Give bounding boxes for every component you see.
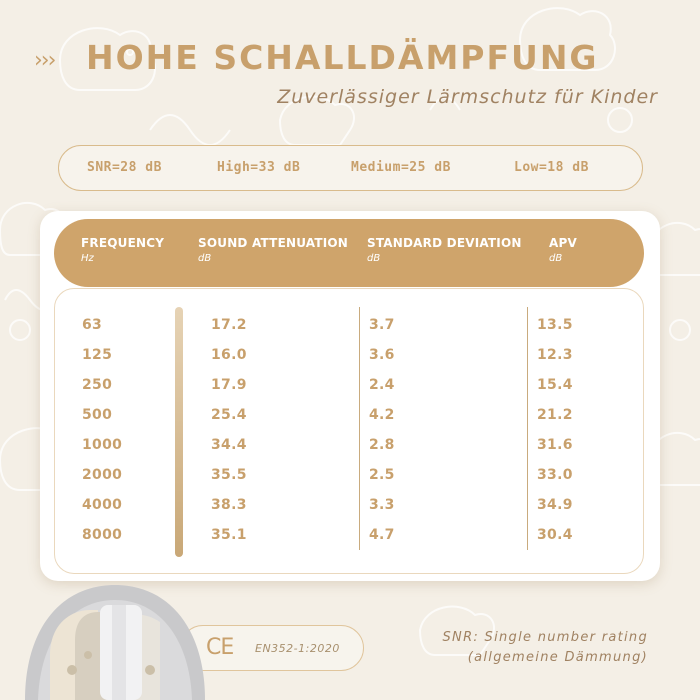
std-dev-cell: 2.4 <box>369 377 395 393</box>
frequency-cell: 4000 <box>82 497 123 513</box>
attenuation-cell: 35.1 <box>211 527 247 543</box>
apv-cell: 34.9 <box>537 497 573 513</box>
column-header-apv <box>549 236 577 264</box>
column-unit: dB <box>367 253 381 264</box>
attenuation-cell: 25.4 <box>211 407 247 423</box>
frequency-cell: 8000 <box>82 527 123 543</box>
chevrons-icon: ››› <box>34 48 55 73</box>
gradient-divider-bar <box>175 307 183 557</box>
rating-low: Low=18 dB <box>514 160 589 175</box>
std-dev-cell: 3.6 <box>369 347 395 363</box>
frequency-cell: 125 <box>82 347 113 363</box>
apv-cell: 13.5 <box>537 317 573 333</box>
rating-high: High=33 dB <box>217 160 301 175</box>
std-dev-cell: 2.8 <box>369 437 395 453</box>
apv-cell: 21.2 <box>537 407 573 423</box>
attenuation-cell: 17.2 <box>211 317 247 333</box>
std-dev-column <box>369 315 395 555</box>
column-unit: dB <box>198 253 212 264</box>
table-header <box>54 219 644 287</box>
attenuation-cell: 16.0 <box>211 347 247 363</box>
frequency-column <box>82 315 122 555</box>
column-label: FREQUENCY <box>81 236 165 250</box>
page-subtitle: Zuverlässiger Lärmschutz für Kinder <box>277 86 658 108</box>
column-unit: Hz <box>81 253 94 264</box>
apv-cell: 15.4 <box>537 377 573 393</box>
column-label: STANDARD DEVIATION <box>367 236 522 250</box>
apv-cell: 33.0 <box>537 467 573 483</box>
column-header-sound-attenuation <box>198 236 348 264</box>
apv-cell: 31.6 <box>537 437 573 453</box>
std-dev-cell: 4.7 <box>369 527 395 543</box>
footnote-line: (allgemeine Dämmung) <box>467 650 648 665</box>
column-label: SOUND ATTENUATION <box>198 236 349 250</box>
rating-medium: Medium=25 dB <box>351 160 451 175</box>
frequency-cell: 2000 <box>82 467 123 483</box>
column-unit: dB <box>549 253 563 264</box>
column-divider <box>359 307 360 550</box>
column-label: APV <box>549 236 577 250</box>
apv-cell: 30.4 <box>537 527 573 543</box>
page-title: HOHE SCHALLDÄMPFUNG <box>86 38 599 77</box>
attenuation-cell: 17.9 <box>211 377 247 393</box>
frequency-cell: 1000 <box>82 437 123 453</box>
attenuation-cell: 34.4 <box>211 437 247 453</box>
column-header-standard-deviation <box>367 236 522 264</box>
std-dev-cell: 3.7 <box>369 317 395 333</box>
std-dev-cell: 3.3 <box>369 497 395 513</box>
rating-snr: SNR=28 dB <box>87 160 162 175</box>
ce-mark-icon: CE <box>206 635 234 660</box>
ratings-pill <box>58 145 643 191</box>
frequency-cell: 500 <box>82 407 113 423</box>
attenuation-cell: 38.3 <box>211 497 247 513</box>
apv-cell: 12.3 <box>537 347 573 363</box>
std-dev-cell: 2.5 <box>369 467 395 483</box>
earmuff-product-photo <box>20 560 210 700</box>
frequency-cell: 63 <box>82 317 103 333</box>
std-dev-cell: 4.2 <box>369 407 395 423</box>
attenuation-cell: 35.5 <box>211 467 247 483</box>
standard-label: EN352-1:2020 <box>255 642 340 655</box>
frequency-cell: 250 <box>82 377 113 393</box>
column-header-frequency <box>81 236 164 264</box>
column-divider <box>527 307 528 550</box>
footnote-line: SNR: Single number rating <box>442 630 648 645</box>
snr-footnote <box>443 628 649 668</box>
header <box>0 0 700 120</box>
apv-column <box>537 315 573 555</box>
attenuation-column <box>211 315 247 555</box>
